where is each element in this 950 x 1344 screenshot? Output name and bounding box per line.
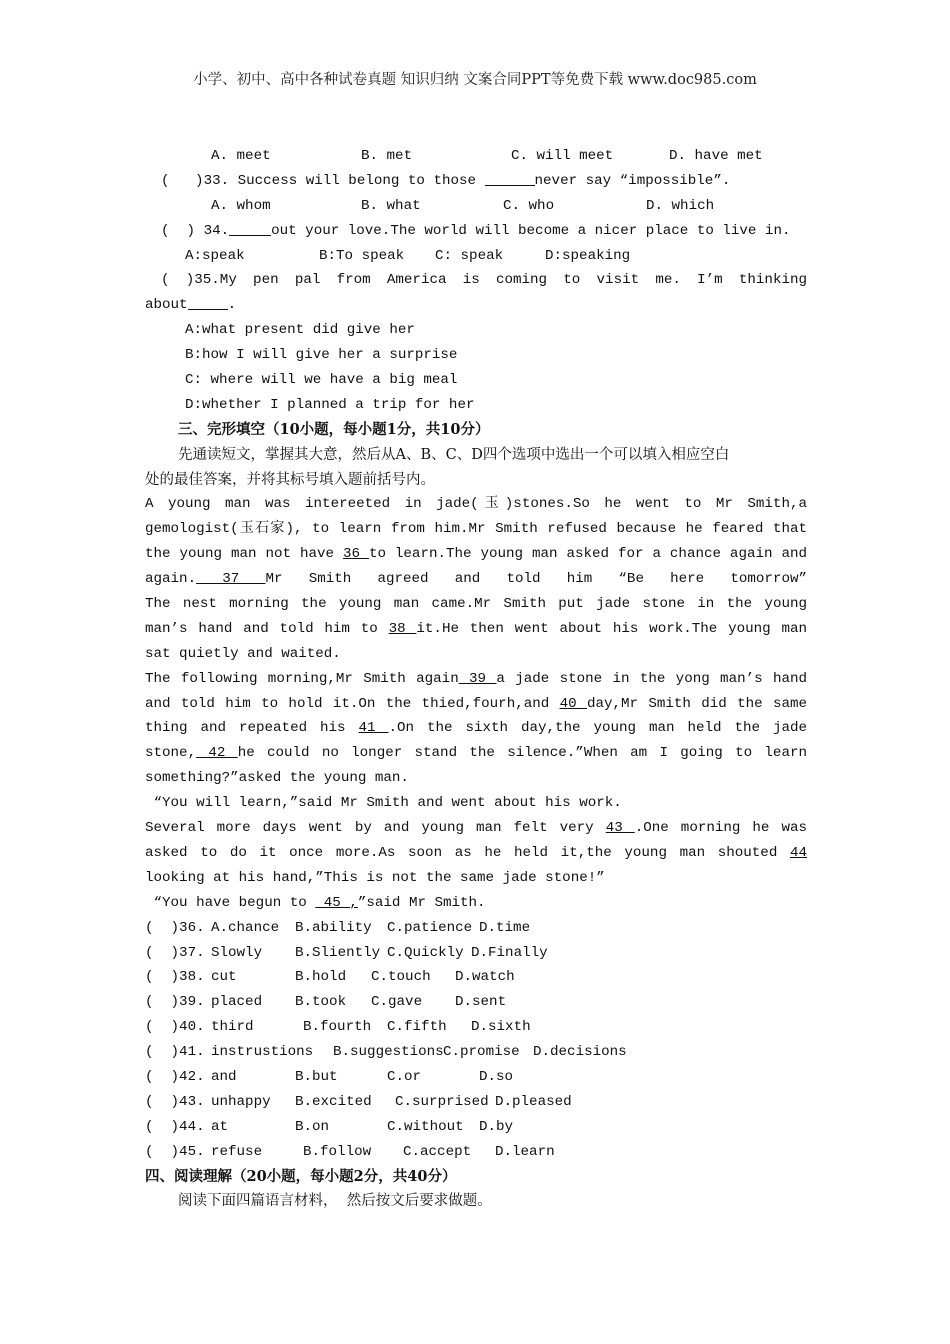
passage-text: “You have begun to <box>145 894 316 911</box>
q34-blank <box>229 219 271 236</box>
option-a: refuse <box>211 1143 263 1160</box>
exam-page <box>145 144 807 1214</box>
section3-instructions-line2: 处的最佳答案，并将其标号填入题前括号内。 <box>145 471 435 488</box>
passage-line: The nest morning the young man came.Mr Smith put jade stone in the young <box>145 596 807 613</box>
passage-line: something?”asked the young man. <box>145 770 409 787</box>
option-d: D.by <box>479 1118 514 1135</box>
option-b: B.took <box>295 994 347 1011</box>
passage-text: and told him to hold it.On the thied,fourh,and <box>145 695 560 712</box>
section4-instructions-text: 阅读下面四篇语言材料， 然后按文后要求做题。 <box>178 1193 492 1210</box>
page-header: 小学、初中、高中各种试卷真题 知识归纳 文案合同PPT等免费下载 www.doc985.com <box>193 72 757 88</box>
q34-option-d: D:speaking <box>545 247 631 264</box>
option-b: B.Sliently <box>295 944 381 961</box>
q33-options <box>145 194 807 219</box>
option-d: D.pleased <box>495 1093 572 1110</box>
passage-line <box>145 542 807 567</box>
q33-option-a: A. whom <box>211 197 271 214</box>
q34-option-c: C: speak <box>435 247 504 264</box>
option-c: C.Quickly <box>387 944 464 961</box>
passage-line <box>145 891 807 916</box>
passage-line <box>145 667 807 692</box>
option-b: B.ability <box>295 919 372 936</box>
option-c: C.patience <box>387 919 473 936</box>
passage-text: The following morning,Mr Smith again <box>145 670 459 687</box>
passage-line <box>145 841 807 866</box>
cloze-option-row <box>145 1040 807 1065</box>
option-number: ( )41. <box>145 1044 205 1061</box>
cloze-option-row <box>145 916 807 941</box>
q33-option-b: B. what <box>361 197 421 214</box>
blank-40: 40 <box>559 695 587 712</box>
passage-text: he could no longer stand the silence.”When am I going to learn <box>237 745 807 762</box>
cloze-option-row <box>145 990 807 1015</box>
q33-option-c: C. who <box>503 197 555 214</box>
cloze-option-row <box>145 941 807 966</box>
passage-text: .One morning he was <box>634 820 807 837</box>
passage-text: man’s hand and told him to <box>145 620 389 637</box>
option-d: D.time <box>479 919 531 936</box>
option-b: B.suggestions <box>333 1044 444 1061</box>
option-a: instrustions <box>211 1044 314 1061</box>
option-a: and <box>211 1068 237 1085</box>
passage-text: a jade stone in the yong man’s hand <box>496 670 807 687</box>
q35-option-d <box>145 393 807 418</box>
passage-line <box>145 692 807 717</box>
passage-text: the young man not have <box>145 546 343 563</box>
passage-line: A young man was intereeted in jade(玉)stones.So he went to Mr Smith,a <box>145 496 807 513</box>
option-b: B.follow <box>303 1143 372 1160</box>
cloze-option-row <box>145 965 807 990</box>
q35-option-b <box>145 343 807 368</box>
option-a: A.chance <box>211 919 280 936</box>
cloze-option-row <box>145 1090 807 1115</box>
blank-36: 36 <box>342 546 369 563</box>
passage-line: sat quietly and waited. <box>145 645 341 662</box>
q35-stem-line2-post: . <box>227 297 237 314</box>
passage-text: again. <box>145 571 197 588</box>
option-c: C.or <box>387 1068 422 1085</box>
passage-text: stone, <box>145 745 197 762</box>
cloze-option-row <box>145 1065 807 1090</box>
option-number: ( )40. <box>145 1019 205 1036</box>
option-c: C.without <box>387 1118 464 1135</box>
q33-option-d: D. which <box>646 197 715 214</box>
passage-text: to learn.The young man asked for a chance again and <box>368 546 807 563</box>
option-d: D.so <box>479 1068 514 1085</box>
q35-option-d-text: D:whether I planned a trip for her <box>185 396 475 413</box>
q34-options <box>145 244 807 269</box>
option-c: C.accept <box>403 1143 472 1160</box>
q35-stem-line1-text: ( )35.My pen pal from America is coming to visit me. I’m thinking <box>161 272 807 289</box>
section3-instructions-line1-text: 先通读短文，掌握其大意，然后从A、B、C、D四个选项中选出一个可以填入相应空白 <box>178 446 730 463</box>
q34-stem-pre: ( ) 34. <box>161 222 230 239</box>
q35-stem-line2-pre: about <box>145 297 188 314</box>
passage-text: asked to do it once more.As soon as he held it,the young man shouted <box>145 844 790 861</box>
q32-option-a: A. meet <box>211 148 271 164</box>
cloze-option-row <box>145 1115 807 1140</box>
passage-text: it.He then went about his work.The young man <box>416 620 807 637</box>
q35-option-c <box>145 368 807 393</box>
q32-options <box>145 144 807 169</box>
option-number: ( )38. <box>145 969 205 986</box>
option-b: B.on <box>295 1118 330 1135</box>
blank-45: 45 , <box>315 894 358 911</box>
option-c: C.surprised <box>395 1093 489 1110</box>
option-c: C.touch <box>371 969 431 986</box>
option-number: ( )37. <box>145 944 205 961</box>
passage-line: “You will learn,”said Mr Smith and went about his work. <box>145 795 622 812</box>
option-number: ( )36. <box>145 919 205 936</box>
option-b: B.hold <box>295 969 347 986</box>
option-a: at <box>211 1118 229 1135</box>
cloze-option-row <box>145 1015 807 1040</box>
option-number: ( )44. <box>145 1118 205 1135</box>
option-a: third <box>211 1019 254 1036</box>
option-a: Slowly <box>211 944 263 961</box>
option-a: placed <box>211 994 263 1011</box>
cloze-option-row <box>145 1140 807 1165</box>
option-b: B.fourth <box>303 1019 372 1036</box>
q33-stem <box>145 169 807 194</box>
option-c: C.fifth <box>387 1019 447 1036</box>
q32-option-b: B. met <box>361 148 413 164</box>
blank-42: 42 <box>196 745 238 762</box>
option-b: B.excited <box>295 1093 372 1110</box>
q33-blank <box>485 169 535 186</box>
q34-stem-post: out your love.The world will become a nicer place to live in. <box>271 222 791 239</box>
blank-41: 41 <box>358 720 389 737</box>
option-number: ( )45. <box>145 1143 205 1160</box>
passage-line <box>145 816 807 841</box>
passage-line <box>145 567 807 592</box>
q35-option-b-text: B:how I will give her a surprise <box>185 347 458 364</box>
option-number: ( )39. <box>145 994 205 1011</box>
blank-39: 39 <box>458 670 497 687</box>
passage-line <box>145 741 807 766</box>
q34-option-a: A:speak <box>185 247 245 264</box>
option-d: D.sent <box>455 994 507 1011</box>
blank-44: 44 <box>789 844 807 861</box>
blank-38: 38 <box>388 620 417 637</box>
q35-stem-line2 <box>145 293 807 318</box>
passage-text: Several more days went by and young man felt very <box>145 820 606 837</box>
q33-stem-post: never say “impossible”. <box>534 172 731 189</box>
option-d: D.learn <box>495 1143 555 1160</box>
q32-option-d: D. have met <box>669 148 763 164</box>
section3-instructions-line1 <box>145 443 807 468</box>
passage-line <box>145 716 807 741</box>
q35-option-a-text: A:what present did give her <box>185 322 415 339</box>
option-c: C.promise <box>443 1044 520 1061</box>
passage-line <box>145 617 807 642</box>
q34-stem <box>145 219 807 244</box>
q32-option-c: C. will meet <box>511 148 614 164</box>
option-number: ( )43. <box>145 1093 205 1110</box>
q35-blank <box>188 293 228 310</box>
passage-text: Mr Smith agreed and told him “Be here tomorrow” <box>265 571 807 588</box>
section3-title-text: 三、完形填空（10小题，每小题1分，共10分） <box>178 420 490 438</box>
q34-option-b: B:To speak <box>319 247 405 264</box>
q33-stem-pre: ( )33. Success will belong to those <box>161 172 485 189</box>
section4-instructions <box>145 1189 807 1214</box>
option-d: D.Finally <box>471 944 548 961</box>
option-c: C.gave <box>371 994 423 1011</box>
passage-line: looking at his hand,”This is not the same jade stone!” <box>145 869 605 886</box>
q35-option-a <box>145 318 807 343</box>
passage-text: .On the sixth day,the young man held the jade <box>388 720 807 737</box>
blank-37: 37 <box>196 571 266 588</box>
passage-text: day,Mr Smith did the same <box>586 695 807 712</box>
passage-text: thing and repeated his <box>145 720 359 737</box>
option-d: D.watch <box>455 969 515 986</box>
q35-option-c-text: C: where will we have a big meal <box>185 372 458 389</box>
option-d: D.decisions <box>533 1044 627 1061</box>
option-b: B.but <box>295 1068 338 1085</box>
passage-line: gemologist(玉石家), to learn from him.Mr Smith refused because he feared that <box>145 521 807 538</box>
option-d: D.sixth <box>471 1019 531 1036</box>
option-a: cut <box>211 969 237 986</box>
section3-title <box>145 418 807 443</box>
option-a: unhappy <box>211 1093 271 1110</box>
q35-stem-line1 <box>145 268 807 293</box>
option-number: ( )42. <box>145 1068 205 1085</box>
section4-title: 四、阅读理解（20小题，每小题2分，共40分） <box>145 1167 457 1185</box>
blank-43: 43 <box>605 820 635 837</box>
passage-text: ”said Mr Smith. <box>357 894 486 911</box>
